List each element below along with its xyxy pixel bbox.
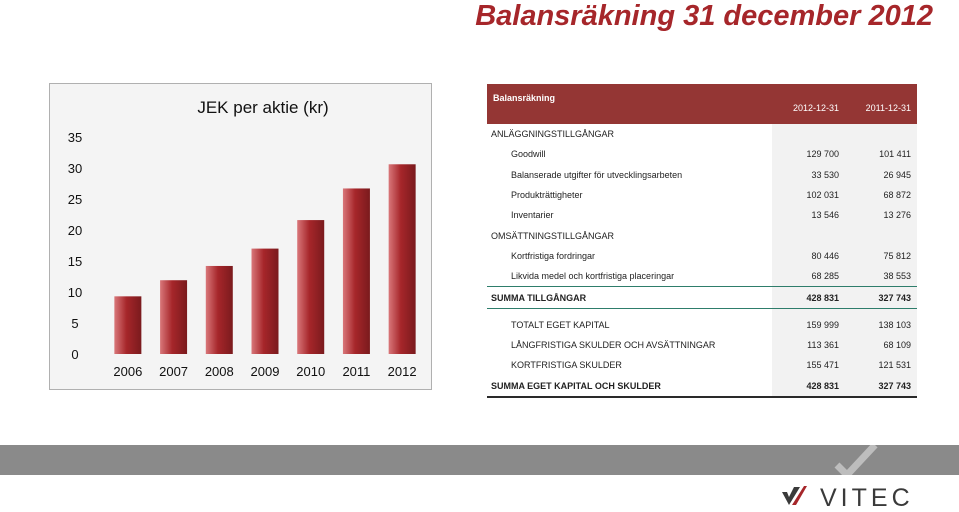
y-tick-label: 0 xyxy=(71,347,79,362)
bar-2010 xyxy=(297,220,324,354)
column-header-2011: 2011-12-31 xyxy=(845,84,917,124)
table-row xyxy=(487,287,917,308)
table-row xyxy=(487,355,917,375)
row-label: Inventarier xyxy=(511,210,554,221)
row-value-2012: 113 361 xyxy=(772,335,845,355)
row-label: LÅNGFRISTIGA SKULDER OCH AVSÄTTNINGAR xyxy=(511,340,716,351)
row-label: TOTALT EGET KAPITAL xyxy=(511,319,610,330)
x-tick-label: 2007 xyxy=(159,364,189,379)
row-value-2011: 75 812 xyxy=(845,246,917,266)
row-label: SUMMA TILLGÅNGAR xyxy=(487,287,772,308)
table-row xyxy=(487,266,917,287)
row-value-2011: 101 411 xyxy=(845,144,917,164)
row-value-2012: 68 285 xyxy=(772,266,845,287)
row-value-2011: 68 109 xyxy=(845,335,917,355)
logo-text: VITEC xyxy=(820,484,914,510)
table-row xyxy=(487,335,917,355)
bar-2009 xyxy=(252,249,279,354)
chart-title: JEK per aktie (kr) xyxy=(197,98,329,117)
bar-2012 xyxy=(389,164,416,354)
row-value-2012: 428 831 xyxy=(772,376,845,397)
column-header-2012: 2012-12-31 xyxy=(772,84,845,124)
row-value-2012: 428 831 xyxy=(772,287,845,308)
table-section-row xyxy=(487,225,917,245)
x-tick-label: 2006 xyxy=(113,364,143,379)
row-label: ANLÄGGNINGSTILLGÅNGAR xyxy=(491,129,615,140)
row-value-2011: 138 103 xyxy=(845,315,917,335)
table-section-row xyxy=(487,124,917,144)
balance-sheet-table xyxy=(487,84,917,398)
row-value-2012: 33 530 xyxy=(772,165,845,185)
row-value-2012: 80 446 xyxy=(772,246,845,266)
table-row xyxy=(487,205,917,225)
footer-bar xyxy=(0,445,959,475)
row-value-2011: 327 743 xyxy=(845,287,917,308)
row-value-2011: 13 276 xyxy=(845,205,917,225)
row-value-2012: 102 031 xyxy=(772,185,845,205)
bar-2011 xyxy=(343,188,370,354)
x-tick-label: 2012 xyxy=(387,364,417,379)
bar-chart xyxy=(50,84,433,391)
y-tick-label: 15 xyxy=(67,254,83,269)
table-row xyxy=(487,165,917,185)
row-value-2011: 68 872 xyxy=(845,185,917,205)
x-tick-label: 2008 xyxy=(204,364,234,379)
row-value-2011: 327 743 xyxy=(845,376,917,397)
x-tick-label: 2011 xyxy=(342,364,371,379)
row-label: Balanserade utgifter för utvecklingsarbeten xyxy=(511,169,683,180)
y-tick-label: 20 xyxy=(67,223,83,238)
row-label: SUMMA EGET KAPITAL OCH SKULDER xyxy=(487,376,772,397)
row-value-2012: 13 546 xyxy=(772,205,845,225)
row-value-2011: 121 531 xyxy=(845,355,917,375)
x-tick-label: 2009 xyxy=(250,364,280,379)
row-value-2012: 155 471 xyxy=(772,355,845,375)
row-value-2011: 38 553 xyxy=(845,266,917,287)
table-row xyxy=(487,185,917,205)
y-tick-label: 25 xyxy=(67,192,83,207)
y-tick-label: 35 xyxy=(67,130,83,145)
table-row xyxy=(487,144,917,164)
row-label: Produkträttigheter xyxy=(511,190,583,201)
row-label: Goodwill xyxy=(511,149,546,160)
row-label: KORTFRISTIGA SKULDER xyxy=(511,360,622,371)
row-label: OMSÄTTNINGSTILLGÅNGAR xyxy=(491,230,615,241)
y-tick-label: 10 xyxy=(67,285,83,300)
bar-2006 xyxy=(114,296,141,354)
row-value-2012: 159 999 xyxy=(772,315,845,335)
row-value-2012 xyxy=(772,225,845,245)
table-body xyxy=(487,124,917,397)
bar-2007 xyxy=(160,280,187,354)
row-label: Likvida medel och kortfristiga placeringar xyxy=(511,271,675,282)
bar-2008 xyxy=(206,266,233,354)
chart-panel xyxy=(49,83,432,390)
page-title: Balansräkning 31 december 2012 xyxy=(475,0,933,32)
table-row xyxy=(487,246,917,266)
table-row xyxy=(487,376,917,397)
x-tick-label: 2010 xyxy=(296,364,326,379)
row-value-2011 xyxy=(845,124,917,144)
y-tick-label: 5 xyxy=(71,316,79,331)
row-label: Kortfristiga fordringar xyxy=(511,250,596,261)
table-row xyxy=(487,315,917,335)
row-value-2011 xyxy=(845,225,917,245)
row-value-2012: 129 700 xyxy=(772,144,845,164)
table-title: Balansräkning xyxy=(487,84,772,124)
row-value-2012 xyxy=(772,124,845,144)
vitec-logo xyxy=(780,484,930,510)
footer-checkmark-decoration xyxy=(819,445,899,475)
y-tick-label: 30 xyxy=(67,161,83,176)
table-header-row xyxy=(487,84,917,124)
row-value-2011: 26 945 xyxy=(845,165,917,185)
